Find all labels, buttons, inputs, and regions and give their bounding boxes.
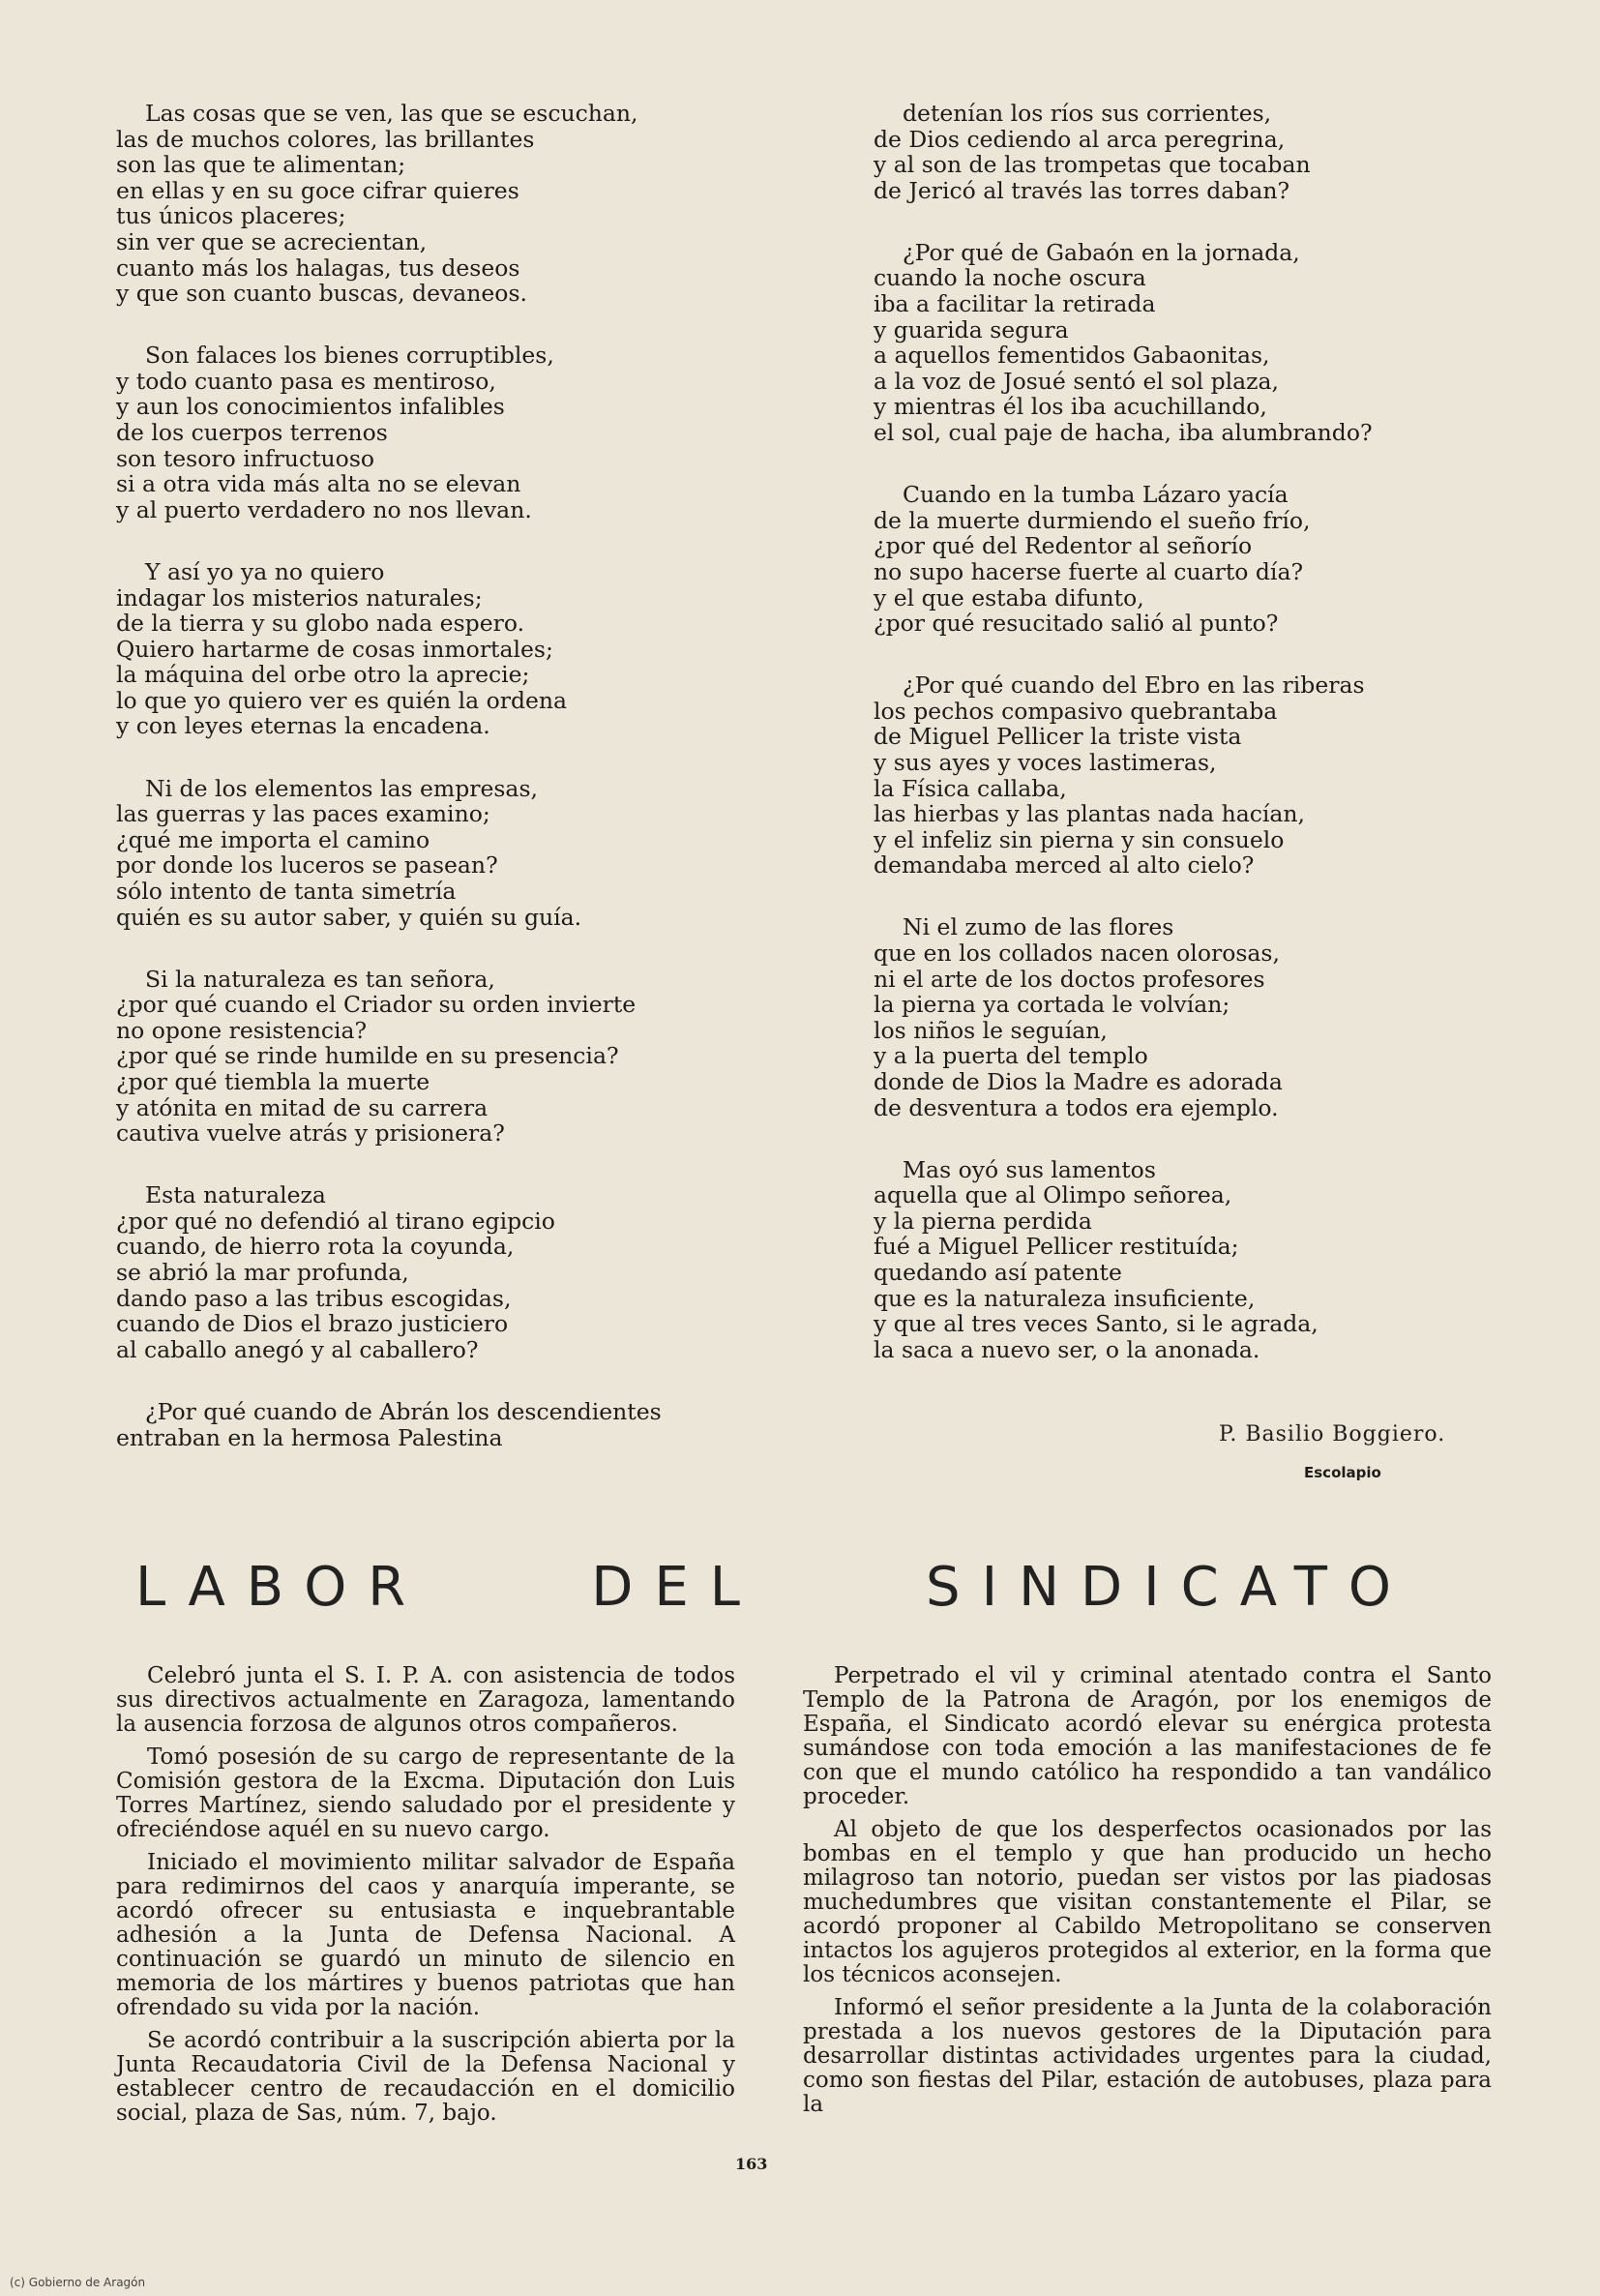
poem-line: ¿Por qué cuando de Abrán los descendientes [145, 1397, 662, 1425]
poem-line: Cuando en la tumba Lázaro yacía [903, 481, 1289, 509]
article-paragraph: Se acordó contribuir a la suscripción abierta por la Junta Recaudatoria Civil de la Defensa Nacional y establecer centro de recaudacción en el domicilio social, plaza de Sas, núm. 7, bajo. [116, 2028, 735, 2126]
poem-line: las de muchos colores, las brillantes [116, 125, 535, 153]
poem-line: iba a facilitar la retirada [874, 290, 1156, 318]
poem-line: son tesoro infructuoso [116, 444, 375, 472]
poem-line: son las que te alimentan; [116, 151, 406, 179]
poem-line: lo que yo quiero ver es quién la ordena [116, 686, 568, 714]
poem-line: cautiva vuelve atrás y prisionera? [116, 1119, 505, 1148]
poem-line: al caballo anegó y al caballero? [116, 1335, 479, 1363]
poem-line: a aquellos fementidos Gabaonitas, [874, 342, 1270, 370]
poem-line: entraban en la hermosa Palestina [116, 1423, 503, 1451]
poem-line: los niños le seguían, [874, 1016, 1108, 1044]
poem-line: fué a Miguel Pellicer restituída; [874, 1233, 1239, 1261]
poem-line: y el infeliz sin pierna y sin consuelo [874, 825, 1285, 853]
poem-stanza [874, 672, 1473, 879]
poem-line: demandaba merced al alto cielo? [874, 851, 1255, 880]
poem-line: ni el arte de los doctos profesores [874, 965, 1265, 993]
article-paragraph: Al objeto de que los desperfectos ocasionados por las bombas en el templo y que han producido un hecho milagroso tan notorio, puedan ser vistos por las piadosas muchedumbres que visitan constantemente el Pilar, se acordó proponer al Cabildo Metropolitano se conserven intactos los agujeros protegidos al exterior, en la forma que los técnicos aconsejen. [803, 1817, 1492, 1987]
poem-line: no opone resistencia? [116, 1016, 368, 1044]
poem-line: y atónita en mitad de su carrera [116, 1093, 489, 1121]
poem-stanza [116, 1399, 696, 1450]
poem-stanza [874, 101, 1473, 203]
poem-line: Son falaces los bienes corruptibles, [145, 342, 554, 370]
article-left-column [116, 1664, 735, 2134]
poem-stanza [116, 101, 696, 307]
article-paragraph: Perpetrado el vil y criminal atentado contra el Santo Templo de la Patrona de Aragón, por los enemigos de España, el Sindicato acordó elevar su enérgica protesta sumándose con toda emoción a las manifestaciones de fe con que el mundo católico ha respondido a tan vandálico proceder. [803, 1663, 1492, 1809]
poem-line: quedando así patente [874, 1259, 1122, 1287]
article-paragraph: Tomó posesión de su cargo de representante de la Comisión gestora de la Excma. Diputación don Luis Torres Martínez, siendo saludado por el presidente y ofreciéndose aquél en su nuevo cargo. [116, 1744, 735, 1842]
poem-line: que en los collados nacen olorosas, [874, 939, 1280, 968]
poem-line: Quiero hartarme de cosas inmortales; [116, 635, 553, 663]
poem-line: y a la puerta del templo [874, 1042, 1148, 1070]
poem-stanza [116, 776, 696, 931]
poem-line: se abrió la mar profunda, [116, 1259, 409, 1287]
poem-line: la máquina del orbe otro la aprecie; [116, 661, 530, 689]
poem-line: y todo cuanto pasa es mentiroso, [116, 367, 496, 395]
article-right-column [803, 1664, 1492, 2126]
poem-line: Ni el zumo de las flores [903, 913, 1174, 941]
section-title-word: DEL [591, 1556, 761, 1619]
poem-line: si a otra vida más alta no se elevan [116, 470, 521, 498]
poem-line: Mas oyó sus lamentos [903, 1155, 1156, 1183]
poem-line: y el que estaba difunto, [874, 583, 1144, 611]
poem-line: ¿Por qué cuando del Ebro en las riberas [903, 671, 1365, 700]
page-number: 163 [735, 2155, 768, 2173]
poem-line: y la pierna perdida [874, 1207, 1092, 1235]
poem-line: quién es su autor saber, y quién su guía. [116, 903, 582, 931]
poem-line: ¿Por qué de Gabaón en la jornada, [903, 238, 1300, 266]
poem-stanza [874, 1157, 1473, 1363]
poem-line: los pechos compasivo quebrantaba [874, 697, 1278, 725]
poem-line: ¿por qué del Redentor al señorío [874, 532, 1253, 560]
poem-line: cuanto más los halagas, tus deseos [116, 253, 520, 282]
poem-line: por donde los luceros se pasean? [116, 851, 498, 880]
poem-line: ¿qué me importa el camino [116, 825, 430, 853]
poem-line: la pierna ya cortada le volvían; [874, 991, 1230, 1019]
poem-line: Ni de los elementos las empresas, [145, 774, 538, 802]
poem-line: ¿por qué se rinde humilde en su presencia? [116, 1042, 619, 1070]
article-paragraph: Iniciado el movimiento militar salvador de España para redimirnos del caos y anarquía imperante, se acordó ofrecer su entusiasta e inquebrantable adhesión a la Junta de Defensa Nacional. A continuación se guardó un minuto de silencio en memoria de los mártires y buenos patriotas que han ofrendado su vida por la nación. [116, 1850, 735, 2020]
poem-line: cuando, de hierro rota la coyunda, [116, 1233, 515, 1261]
poem-line: de la muerte durmiendo el sueño frío, [874, 506, 1311, 534]
poem-line: las hierbas y las plantas nada hacían, [874, 800, 1306, 828]
poem-line: el sol, cual paje de hacha, iba alumbrando? [874, 419, 1373, 447]
poem-author: P. Basilio Boggiero. [1219, 1422, 1446, 1446]
poem-line: de la tierra y su globo nada espero. [116, 610, 525, 638]
poem-stanza [874, 240, 1473, 446]
article-paragraph: Informó el señor presidente a la Junta de la colaboración prestada a los nuevos gestores de la Diputación para desarrollar distintas actividades urgentes para la ciudad, como son fiestas del Pilar, estación de autobuses, plaza para la [803, 1995, 1492, 2117]
section-title-word: SINDICATO [926, 1556, 1412, 1619]
section-title [135, 1556, 1412, 1619]
poem-line: indagar los misterios naturales; [116, 583, 483, 611]
poem-line: y que son cuanto buscas, devaneos. [116, 280, 527, 308]
poem-line: Esta naturaleza [145, 1181, 326, 1209]
poem-line: la Física callaba, [874, 774, 1067, 802]
poem-stanza [874, 482, 1473, 637]
poem-line: aquella que al Olimpo señorea, [874, 1181, 1232, 1209]
poem-line: dando paso a las tribus escogidas, [116, 1284, 512, 1312]
poem-right-column [874, 101, 1473, 1399]
poem-line: no supo hacerse fuerte al cuarto día? [874, 557, 1304, 585]
poem-line: ¿por qué no defendió al tirano egipcio [116, 1207, 555, 1235]
poem-line: tus únicos placeres; [116, 202, 346, 230]
poem-line: de Jericó al través las torres daban? [874, 176, 1290, 204]
poem-line: cuando la noche oscura [874, 264, 1146, 292]
poem-line: y con leyes eternas la encadena. [116, 712, 490, 740]
poem-stanza [116, 967, 696, 1147]
poem-line: la saca a nuevo ser, o la anonada. [874, 1335, 1260, 1363]
footer-credit: (c) Gobierno de Aragón [10, 2276, 146, 2289]
poem-line: de desventura a todos era ejemplo. [874, 1093, 1279, 1121]
poem-line: cuando de Dios el brazo justiciero [116, 1310, 509, 1338]
poem-line: ¿por qué resucitado salió al punto? [874, 610, 1279, 638]
poem-line: en ellas y en su goce cifrar quieres [116, 176, 519, 204]
poem-line: ¿por qué tiembla la muerte [116, 1068, 430, 1095]
section-title-word: LABOR [135, 1556, 428, 1619]
poem-line: y sus ayes y voces lastimeras, [874, 748, 1217, 776]
poem-line: detenían los ríos sus corrientes, [903, 100, 1272, 127]
poem-line: donde de Dios la Madre es adorada [874, 1068, 1283, 1095]
poem-line: sin ver que se acrecientan, [116, 227, 428, 255]
poem-line: a la voz de Josué sentó el sol plaza, [874, 367, 1279, 395]
poem-line: de Dios cediendo al arca peregrina, [874, 125, 1286, 153]
poem-line: y mientras él los iba acuchillando, [874, 393, 1267, 421]
poem-line: ¿por qué cuando el Criador su orden invierte [116, 991, 637, 1019]
article-paragraph: Celebró junta el S. I. P. A. con asistencia de todos sus directivos actualmente en Zaragoza, lamentando la ausencia forzosa de algunos otros compañeros. [116, 1663, 735, 1737]
poem-line: las guerras y las paces examino; [116, 800, 490, 828]
poem-line: de los cuerpos terrenos [116, 419, 388, 447]
poem-stanza [116, 1182, 696, 1362]
poem-stanza [874, 914, 1473, 1120]
poem-line: Y así yo ya no quiero [145, 557, 385, 585]
poem-line: Si la naturaleza es tan señora, [145, 965, 495, 993]
poem-line: y guarida segura [874, 315, 1069, 343]
poem-line: de Miguel Pellicer la triste vista [874, 723, 1242, 751]
poem-line: y al son de las trompetas que tocaban [874, 151, 1311, 179]
poem-stanza [116, 559, 696, 739]
poem-line: y que al tres veces Santo, si le agrada, [874, 1310, 1319, 1338]
poem-line: y aun los conocimientos infalibles [116, 393, 505, 421]
poem-line: y al puerto verdadero no nos llevan. [116, 495, 532, 523]
poem-line: que es la naturaleza insuficiente, [874, 1284, 1256, 1312]
poem-line: sólo intento de tanta simetría [116, 877, 457, 905]
poem-stanza [116, 343, 696, 522]
poem-left-column [116, 101, 696, 1487]
poem-line: Las cosas que se ven, las que se escuchan, [145, 100, 638, 127]
poem-author-role: Escolapio [1304, 1464, 1381, 1481]
